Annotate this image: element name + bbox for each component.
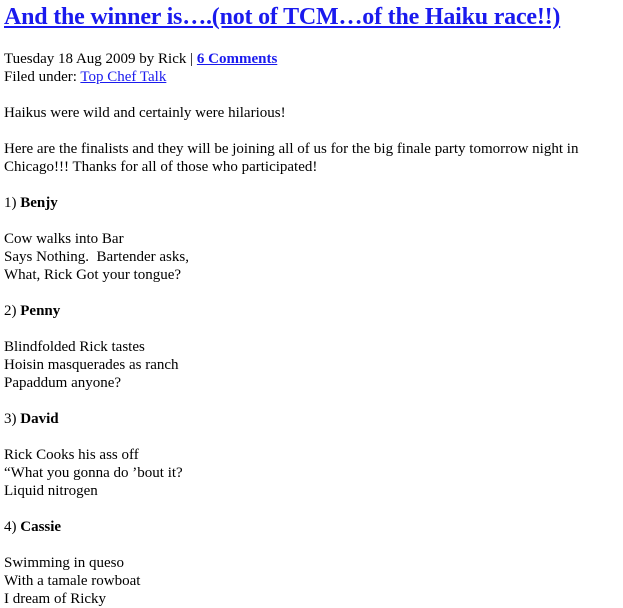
haiku-line: Cow walks into Bar <box>4 231 124 247</box>
haiku-line: Swimming in queso <box>4 555 125 571</box>
haiku-line: Liquid nitrogen <box>4 483 98 499</box>
post-title-link[interactable]: And the winner is….(not of TCM…of the Haiku race!!) <box>4 4 561 30</box>
finalist-number: 1) <box>4 195 17 211</box>
finalist-name: David <box>20 411 59 427</box>
comments-link[interactable]: 6 Comments <box>196 51 278 67</box>
finalist-heading <box>4 194 619 212</box>
post-category <box>4 68 619 86</box>
finalist-heading <box>4 410 619 428</box>
finalist-number: 4) <box>4 519 17 535</box>
post-date-author: Tuesday 18 Aug 2009 by Rick <box>4 51 187 67</box>
haiku-line: With a tamale rowboat <box>4 573 141 589</box>
haiku <box>4 446 619 500</box>
finalist-name: Penny <box>20 303 61 319</box>
haiku <box>4 230 619 284</box>
finalist-number: 2) <box>4 303 17 319</box>
post-body: Here are the finalists and they will be joining all of us for the big finale party tomorrow night in Chicago!!! Thanks for all of those who participated! <box>4 141 579 175</box>
haiku-line: “What you gonna do ’bout it? <box>4 465 183 481</box>
haiku <box>4 554 619 608</box>
post-title <box>4 2 619 32</box>
meta-separator: | <box>190 51 194 67</box>
haiku <box>4 338 619 392</box>
haiku-line: What, Rick Got your tongue? <box>4 267 182 283</box>
finalist-heading <box>4 518 619 536</box>
haiku-line: Hoisin masquerades as ranch <box>4 357 179 373</box>
haiku-line: Papaddum anyone? <box>4 375 122 391</box>
filed-under-label: Filed under: <box>4 69 77 85</box>
finalist-name: Benjy <box>20 195 58 211</box>
post-byline <box>4 50 619 68</box>
haiku-line: Rick Cooks his ass off <box>4 447 139 463</box>
post-intro: Haikus were wild and certainly were hilarious! <box>4 105 286 121</box>
finalist-name: Cassie <box>20 519 62 535</box>
haiku-line: Blindfolded Rick tastes <box>4 339 145 355</box>
haiku-line: Says Nothing. Bartender asks, <box>4 249 189 265</box>
post-meta <box>4 50 619 86</box>
category-link[interactable]: Top Chef Talk <box>80 69 167 85</box>
finalist-heading <box>4 302 619 320</box>
haiku-line: I dream of Ricky <box>4 591 107 607</box>
finalist-number: 3) <box>4 411 17 427</box>
